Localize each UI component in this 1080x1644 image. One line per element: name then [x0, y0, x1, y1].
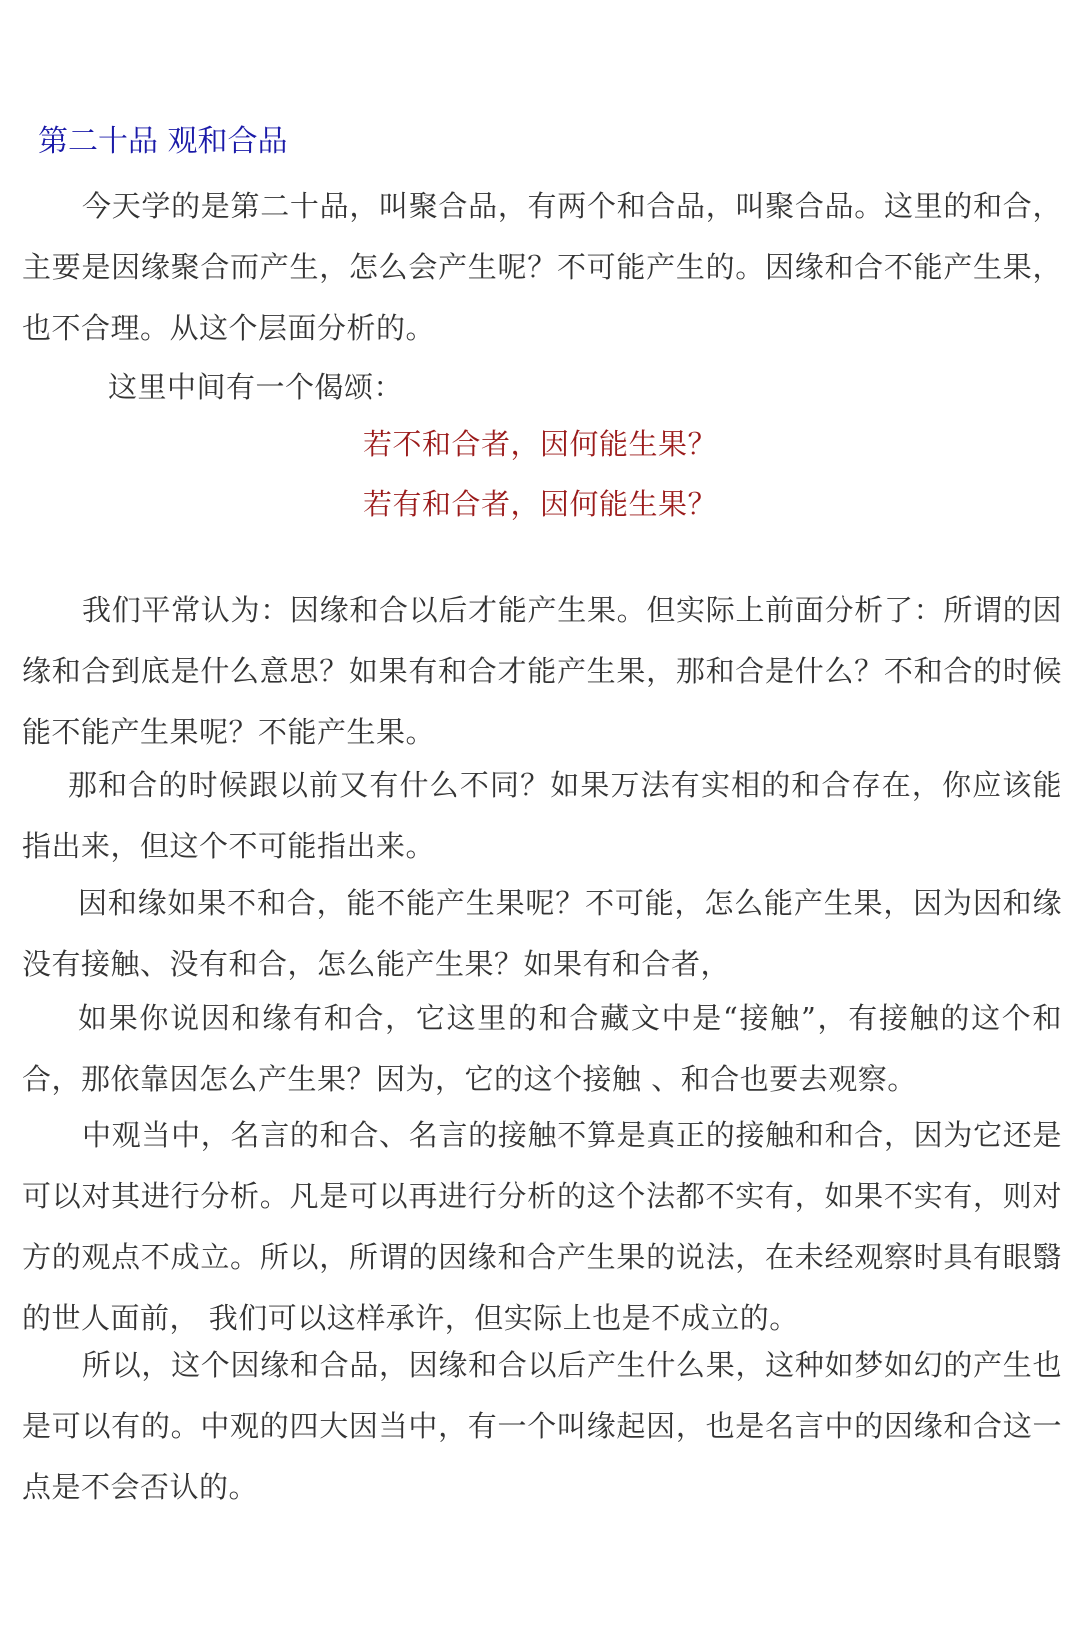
verse-line-1: 若不和合者，因何能生果？ — [362, 427, 717, 461]
paragraph-conclusion: 所以，这个因缘和合品，因缘和合以后产生什么果，这种如梦如幻的产生也是可以有的。中观的四大因当中，有一个叫缘起因，也是名言中的因缘和合这一点是不会否认的。 — [22, 1348, 1062, 1504]
paragraph-difference: 那和合的时候跟以前又有什么不同？如果万法有实相的和合存在，你应该能指出来，但这个不可能指出来。 — [22, 768, 1062, 863]
paragraph-verse-intro: 这里中间有一个偈颂： — [108, 370, 404, 404]
paragraph-contact: 如果你说因和缘有和合，它这里的和合藏文中是“接触”，有接触的这个和合，那依靠因怎么产生果？因为，它的这个接触 、和合也要去观察。 — [22, 1001, 1062, 1096]
chapter-title: 第二十品 观和合品 — [38, 124, 288, 159]
paragraph-no-contact: 因和缘如果不和合，能不能产生果呢？不可能，怎么能产生果，因为因和缘没有接触、没有和合，怎么能产生果？如果有和合者， — [22, 886, 1062, 981]
verse-line-2: 若有和合者，因何能生果？ — [362, 487, 717, 521]
paragraph-madhyamaka: 中观当中，名言的和合、名言的接触不算是真正的接触和和合，因为它还是可以对其进行分析。凡是可以再进行分析的这个法都不实有，如果不实有，则对方的观点不成立。所以，所谓的因缘和合产生果的说法，在未经观察时具有眼翳的世人面前， 我们可以这样承许，但实际上也是不成立的。 — [22, 1118, 1062, 1335]
paragraph-common-view: 我们平常认为：因缘和合以后才能产生果。但实际上前面分析了：所谓的因缘和合到底是什么意思？如果有和合才能产生果，那和合是什么？不和合的时候能不能产生果呢？不能产生果。 — [22, 593, 1062, 749]
paragraph-intro: 今天学的是第二十品，叫聚合品，有两个和合品，叫聚合品。这里的和合，主要是因缘聚合而产生，怎么会产生呢？不可能产生的。因缘和合不能产生果，也不合理。从这个层面分析的。 — [22, 189, 1062, 345]
